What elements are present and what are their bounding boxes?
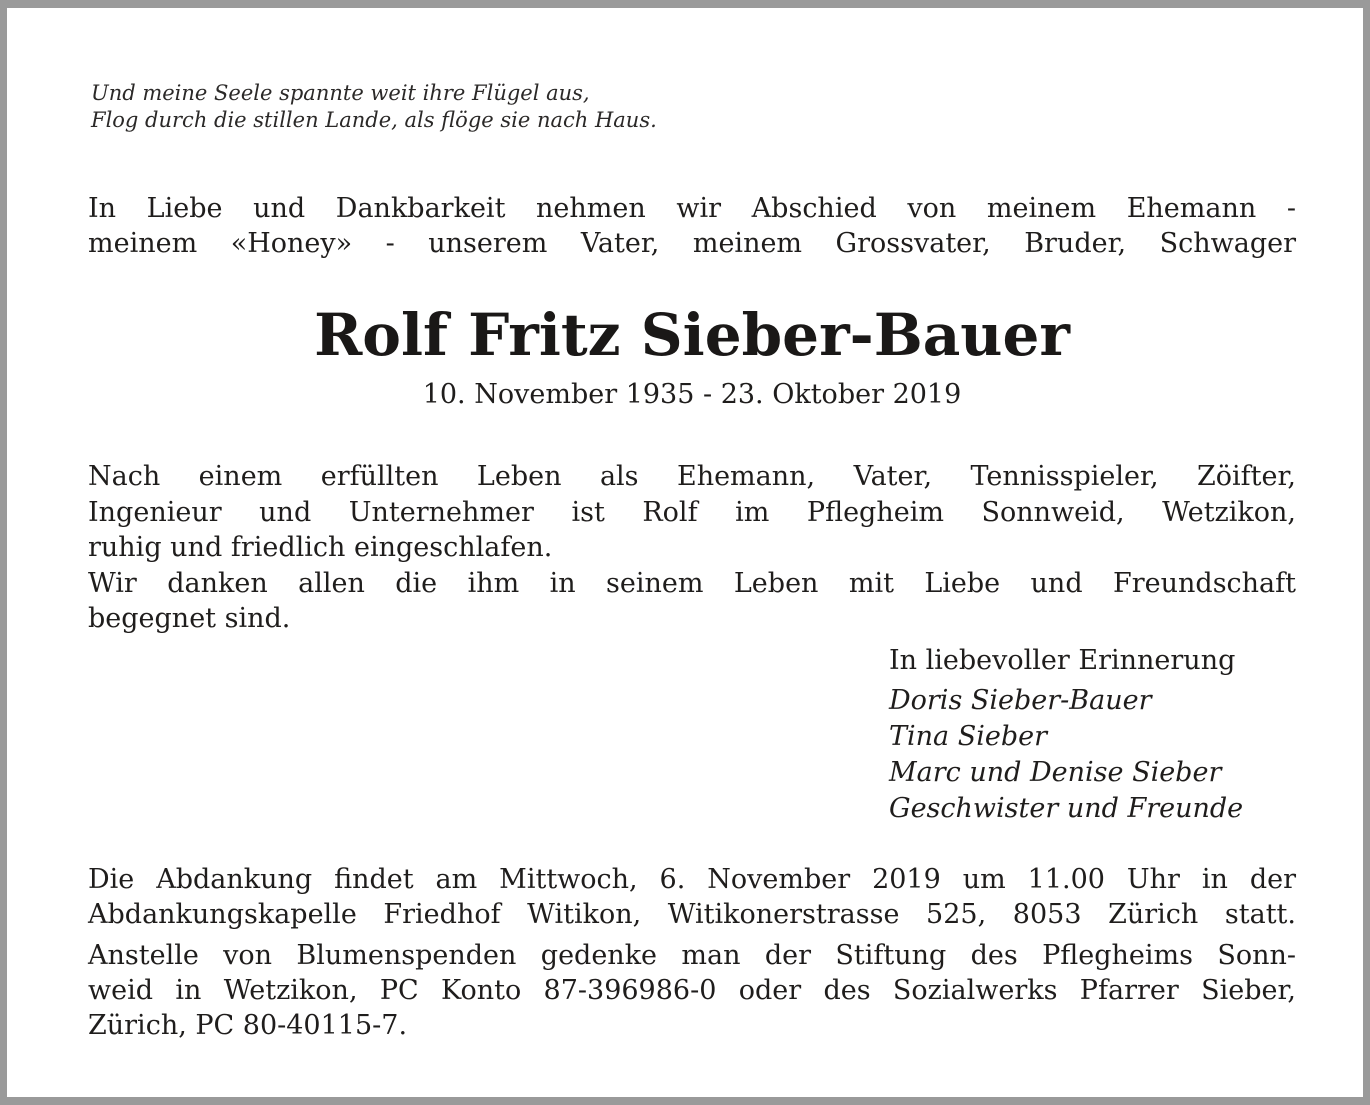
body-line: begegnet sind. bbox=[88, 603, 291, 634]
mourner-list bbox=[889, 683, 1309, 827]
body-line: ruhig und friedlich eingeschlafen. bbox=[88, 532, 553, 563]
donation-line: weid in Wetzikon, PC Konto 87-396986-0 oder des Sozialwerks Pfarrer Sieber, bbox=[88, 975, 1296, 1006]
funeral-line: Die Abdankung findet am Mittwoch, 6. November 2019 um 11.00 Uhr in der bbox=[88, 864, 1296, 895]
intro-line: meinem «Honey» - unserem Vater, meinem Grossvater, Bruder, Schwager bbox=[88, 228, 1296, 259]
mourner-name: Marc und Denise Sieber bbox=[889, 757, 1222, 788]
donation-line: Zürich, PC 80-40115-7. bbox=[88, 1010, 408, 1041]
body-line: Ingenieur und Unternehmer ist Rolf im Pflegheim Sonnweid, Wetzikon, bbox=[88, 496, 1296, 528]
deceased-name: Rolf Fritz Sieber-Bauer bbox=[314, 301, 1070, 369]
intro-line: In Liebe und Dankbarkeit nehmen wir Abschied von meinem Ehemann - bbox=[88, 193, 1296, 224]
poem-line: Flog durch die stillen Lande, als flöge sie nach Haus. bbox=[91, 108, 657, 132]
donation-details bbox=[88, 938, 1296, 1043]
signature-block bbox=[889, 643, 1309, 827]
body-paragraph bbox=[88, 459, 1296, 637]
mourner-name: Tina Sieber bbox=[889, 721, 1047, 752]
body-line: Wir danken allen die ihm in seinem Leben mit Liebe und Freundschaft bbox=[88, 567, 1296, 599]
poem-verse bbox=[91, 80, 791, 134]
intro-paragraph bbox=[88, 191, 1296, 261]
funeral-details bbox=[88, 862, 1296, 932]
funeral-line: Abdankungskapelle Friedhof Witikon, Witikonerstrasse 525, 8053 Zürich statt. bbox=[88, 899, 1296, 930]
poem-line: Und meine Seele spannte weit ihre Flügel aus, bbox=[91, 81, 590, 105]
closing-phrase: In liebevoller Erinnerung bbox=[889, 645, 1236, 676]
mourner-name: Geschwister und Freunde bbox=[889, 793, 1244, 824]
donation-line: Anstelle von Blumenspenden gedenke man der Stiftung des Pflegheims Sonn- bbox=[88, 940, 1296, 971]
life-dates: 10. November 1935 - 23. Oktober 2019 bbox=[422, 379, 962, 410]
body-line: Nach einem erfüllten Leben als Ehemann, Vater, Tennisspieler, Zöifter, bbox=[88, 461, 1296, 492]
mourner-name: Doris Sieber-Bauer bbox=[889, 685, 1152, 716]
